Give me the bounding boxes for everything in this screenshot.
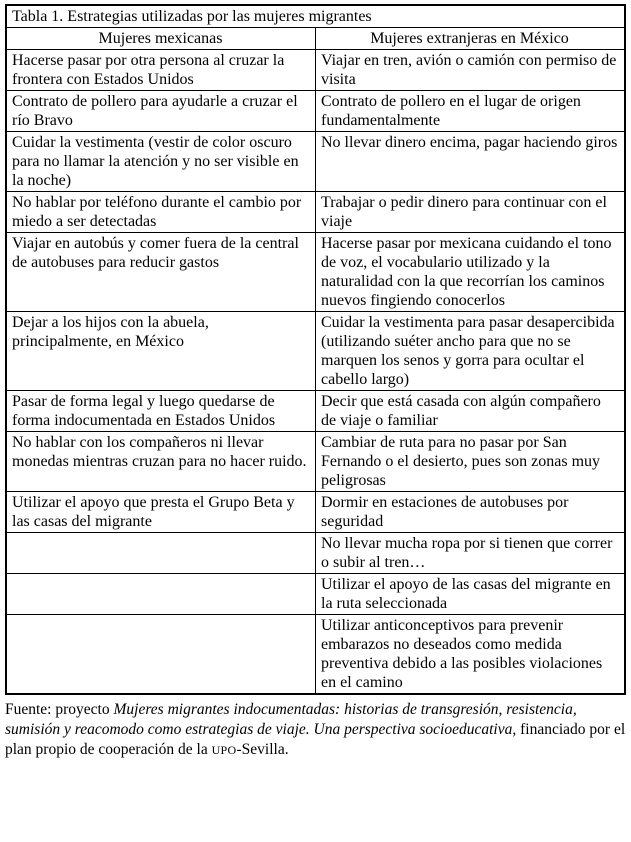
table-row [6,391,625,432]
cell-mexicanas: No hablar por teléfono durante el cambio por miedo a ser detectadas [6,192,316,233]
source-note [5,700,627,760]
column-header-mujeres-mexicanas: Mujeres mexicanas [6,28,316,50]
strategies-table [5,4,626,695]
cell-extranjeras: Trabajar o pedir dinero para continuar con el viaje [316,192,626,233]
table-row [6,233,625,312]
table-row [6,312,625,391]
table-row [6,432,625,492]
cell-mexicanas-empty [6,615,316,695]
cell-extranjeras: Utilizar anticonceptivos para prevenir embarazos no deseados como medida preventiva debido a las posibles violaciones en el camino [316,615,626,695]
column-header-mujeres-extranjeras: Mujeres extranjeras en México [316,28,626,50]
table-title-row [6,5,625,28]
cell-mexicanas: Dejar a los hijos con la abuela, principalmente, en México [6,312,316,391]
cell-mexicanas: Hacerse pasar por otra persona al cruzar la frontera con Estados Unidos [6,50,316,91]
cell-extranjeras: No llevar mucha ropa por si tienen que correr o subir al tren… [316,533,626,574]
cell-extranjeras: Viajar en tren, avión o camión con permiso de visita [316,50,626,91]
table-row [6,533,625,574]
cell-extranjeras: Decir que está casada con algún compañero de viaje o familiar [316,391,626,432]
cell-mexicanas-empty [6,574,316,615]
table-row [6,574,625,615]
source-middle: , financiado por el plan propio de cooperación de la [5,721,626,758]
cell-mexicanas: Cuidar la vestimenta (vestir de color oscuro para no llamar la atención y no ser visible en la noche) [6,132,316,192]
cell-mexicanas: No hablar con los compañeros ni llevar monedas mientras cruzan para no hacer ruido. [6,432,316,492]
source-prefix: Fuente: proyecto [5,701,114,718]
cell-extranjeras: Utilizar el apoyo de las casas del migrante en la ruta seleccionada [316,574,626,615]
table-row [6,91,625,132]
table-header-row [6,28,625,50]
source-project-title: Mujeres migrantes indocumentadas: historias de transgresión, resistencia, sumisión y reacomodo como estrategias de viaje. Una perspectiva socioeducativa [5,701,577,738]
cell-mexicanas: Pasar de forma legal y luego quedarse de forma indocumentada en Estados Unidos [6,391,316,432]
cell-extranjeras: Cambiar de ruta para no pasar por San Fernando o el desierto, pues son zonas muy peligrosas [316,432,626,492]
cell-extranjeras: Dormir en estaciones de autobuses por seguridad [316,492,626,533]
table-row [6,492,625,533]
cell-extranjeras: Contrato de pollero en el lugar de origen fundamentalmente [316,91,626,132]
cell-mexicanas-empty [6,533,316,574]
table-row [6,50,625,91]
cell-mexicanas: Contrato de pollero para ayudarle a cruzar el río Bravo [6,91,316,132]
source-org: UPO [211,743,237,757]
cell-mexicanas: Viajar en autobús y comer fuera de la central de autobuses para reducir gastos [6,233,316,312]
source-suffix: -Sevilla. [236,741,289,758]
cell-mexicanas: Utilizar el apoyo que presta el Grupo Beta y las casas del migrante [6,492,316,533]
table-row [6,132,625,192]
table-row [6,615,625,695]
table-title: Tabla 1. Estrategias utilizadas por las mujeres migrantes [6,5,625,28]
cell-extranjeras: No llevar dinero encima, pagar haciendo giros [316,132,626,192]
cell-extranjeras: Cuidar la vestimenta para pasar desapercibida (utilizando suéter ancho para que no se marquen los senos y gorra para ocultar el cabello largo) [316,312,626,391]
cell-extranjeras: Hacerse pasar por mexicana cuidando el tono de voz, el vocabulario utilizado y la naturalidad con la que recorrían los caminos nuevos fingiendo conocerlos [316,233,626,312]
table-row [6,192,625,233]
